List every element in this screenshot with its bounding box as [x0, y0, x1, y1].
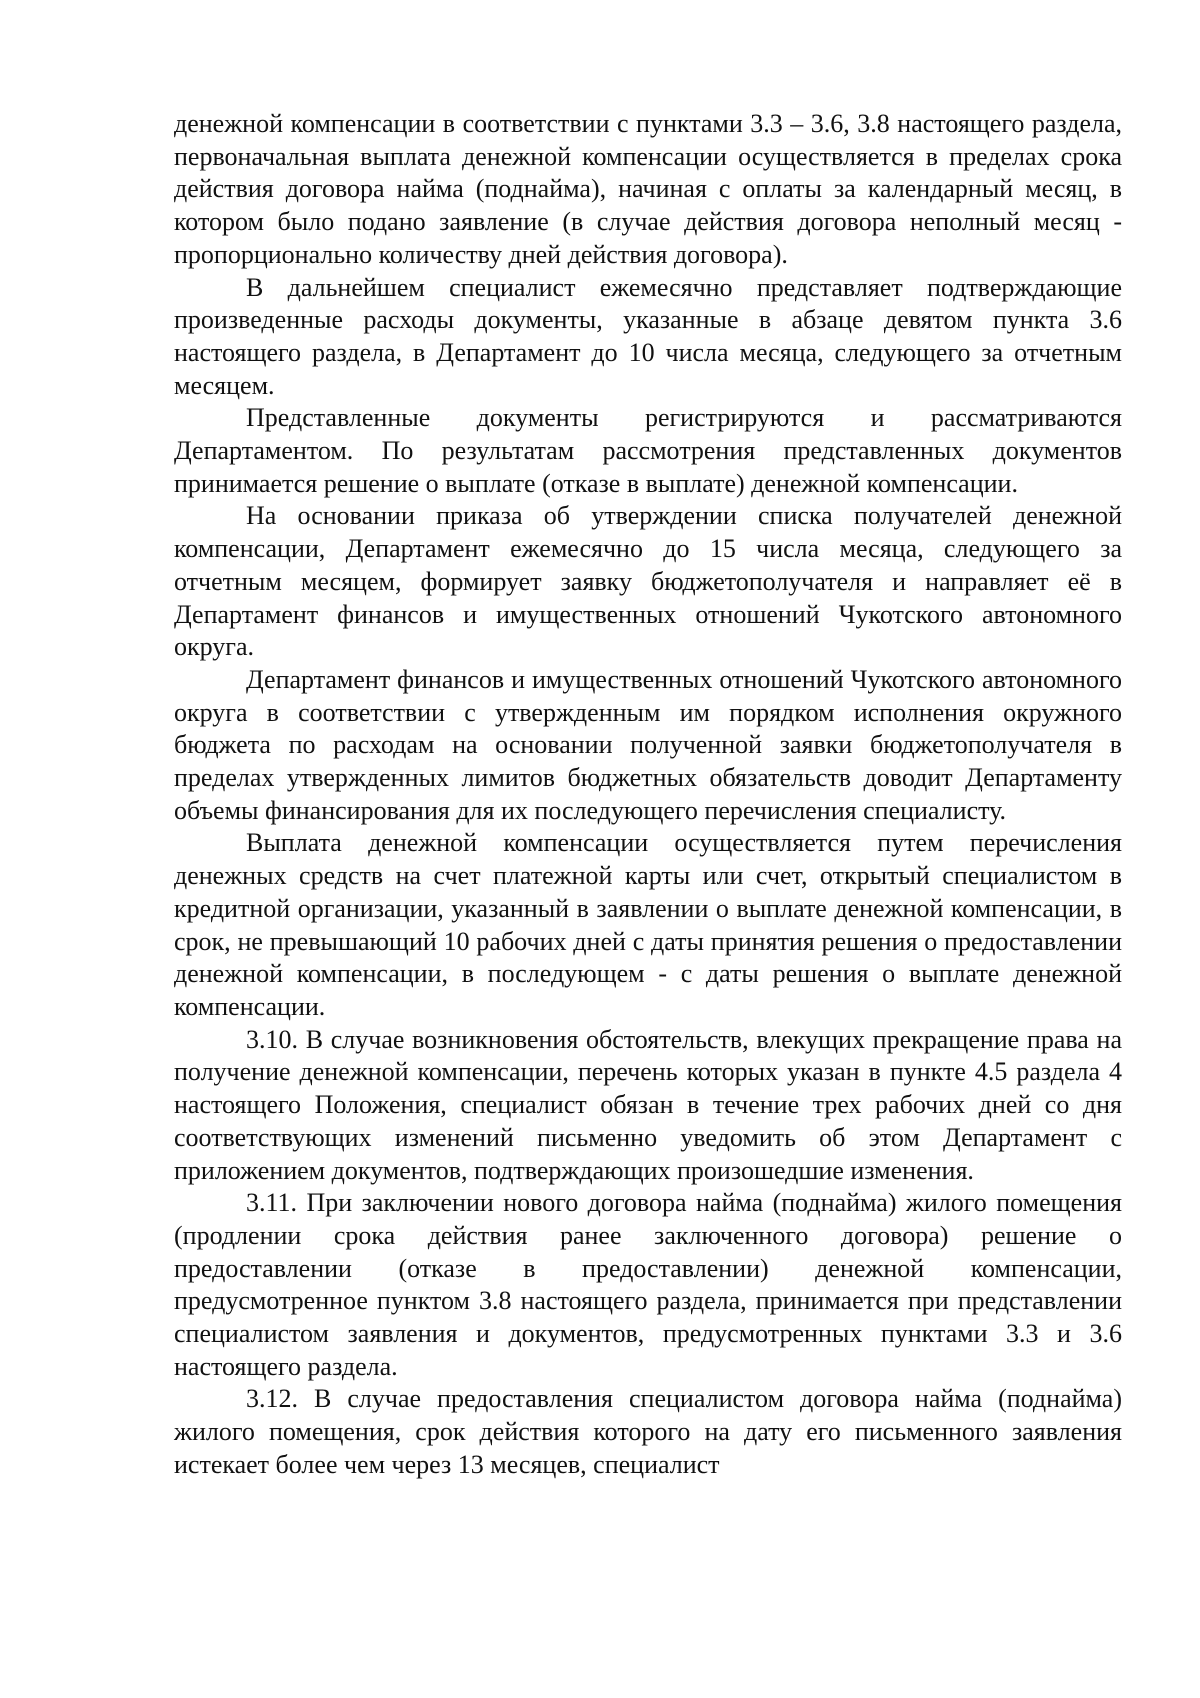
paragraph-section-3-10: 3.10. В случае возникновения обстоятельств, влекущих прекращение права на получение денежной компенсации, перечень которых указан в пункте 4.5 раздела 4 настоящего Положения, специалист обязан в течение трех рабочих дней со дня соответствующих изменений письменно уведомить об этом Департамент с приложением документов, подтверждающих произошедшие изменения. — [174, 1024, 1122, 1185]
paragraph-section-3-12: 3.12. В случае предоставления специалистом договора найма (поднайма) жилого помещения, срок действия которого на дату его письменного заявления истекает более чем через 13 месяцев, специалист — [174, 1384, 1122, 1479]
paragraph-budget-request: На основании приказа об утверждении списка получателей денежной компенсации, Департамент ежемесячно до 15 числа месяца, следующего за отчетным месяцем, формирует заявку бюджетополучателя и направляет её в Департамент финансов и имущественных отношений Чукотского автономного округа. — [174, 501, 1122, 662]
paragraph-finance-department: Департамент финансов и имущественных отношений Чукотского автономного округа в соответствии с утвержденным им порядком исполнения окружного бюджета по расходам на основании полученной заявки бюджетополучателя в пределах утвержденных лимитов бюджетных обязательств доводит Департаменту объемы финансирования для их последующего перечисления специалисту. — [174, 664, 1122, 825]
paragraph-payment-transfer: Выплата денежной компенсации осуществляется путем перечисления денежных средств на счет платежной карты или счет, открытый специалистом в кредитной организации, указанный в заявлении о выплате денежной компенсации, в срок, не превышающий 10 рабочих дней с даты принятия решения о предоставлении денежной компенсации, в последующем - с даты решения о выплате денежной компенсации. — [174, 828, 1122, 1021]
paragraph-document-review: Представленные документы регистрируются и рассматриваются Департаментом. По результатам рассмотрения представленных документов принимается решение о выплате (отказе в выплате) денежной компенсации. — [174, 403, 1122, 498]
paragraph-continuation: денежной компенсации в соответствии с пунктами 3.3 – 3.6, 3.8 настоящего раздела, первоначальная выплата денежной компенсации осуществляется в пределах срока действия договора найма (поднайма), начиная с оплаты за календарный месяц, в котором было подано заявление (в случае действия договора неполный месяц - пропорционально количеству дней действия договора). — [174, 109, 1122, 269]
paragraph-monthly-documents: В дальнейшем специалист ежемесячно представляет подтверждающие произведенные расходы документы, указанные в абзаце девятом пункта 3.6 настоящего раздела, в Департамент до 10 числа месяца, следующего за отчетным месяцем. — [174, 272, 1122, 400]
paragraph-section-3-11: 3.11. При заключении нового договора найма (поднайма) жилого помещения (продлении срока действия ранее заключенного договора) решение о предоставлении (отказе в предоставлении) денежной компенсации, предусмотренное пунктом 3.8 настоящего раздела, принимается при представлении специалистом заявления и документов, предусмотренных пунктами 3.3 и 3.6 настоящего раздела. — [174, 1188, 1122, 1381]
document-page — [174, 108, 1122, 1482]
